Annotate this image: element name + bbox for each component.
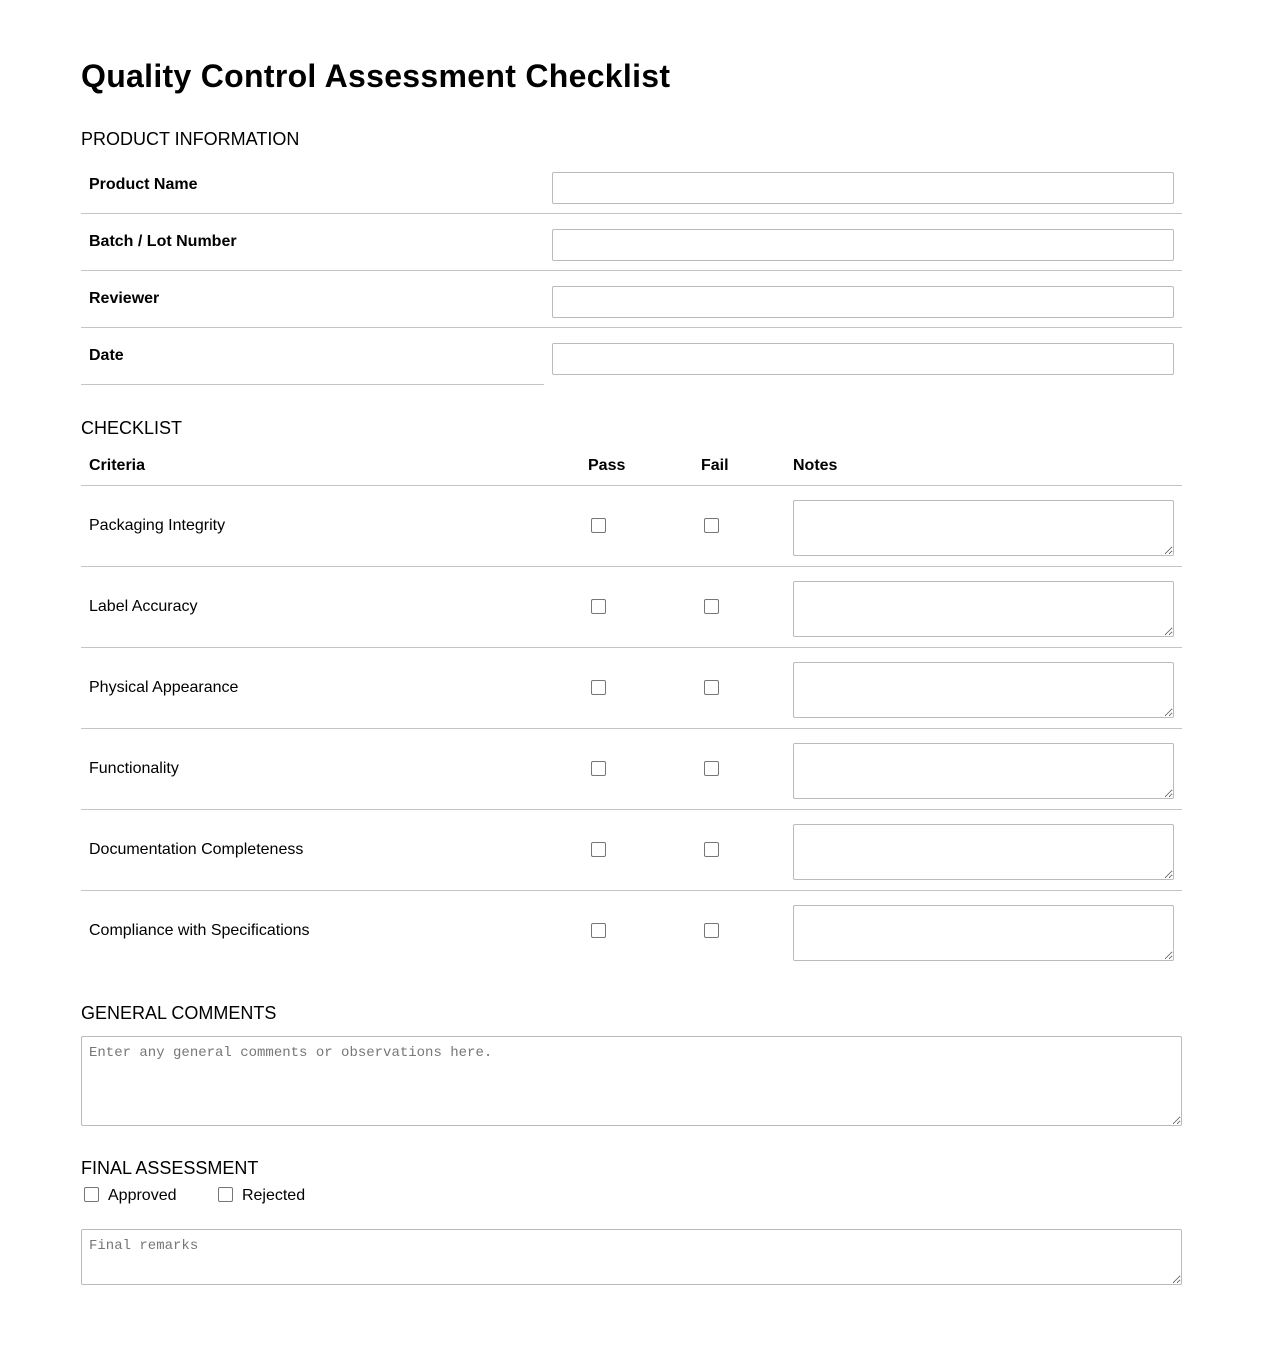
field-label: Date: [89, 347, 124, 364]
checklist-heading: CHECKLIST: [81, 418, 183, 438]
pass-checkbox[interactable]: [591, 842, 606, 857]
rejected-label: Rejected: [241, 1187, 306, 1204]
notes-textarea[interactable]: [793, 905, 1174, 961]
criteria-label: Physical Appearance: [89, 679, 239, 696]
product-name-input[interactable]: [552, 172, 1174, 204]
pass-checkbox[interactable]: [591, 761, 606, 776]
batch-lot-input[interactable]: [552, 229, 1174, 261]
final-assessment-options: [81, 1187, 339, 1205]
table-row: [81, 729, 1182, 810]
reviewer-input[interactable]: [552, 286, 1174, 318]
table-row: [81, 486, 1182, 567]
notes-textarea[interactable]: [793, 500, 1174, 556]
final-assessment-heading: FINAL ASSESSMENT: [81, 1158, 259, 1178]
pass-header: Pass: [588, 457, 626, 474]
fail-checkbox[interactable]: [704, 599, 719, 614]
approved-label: Approved: [108, 1187, 177, 1204]
notes-header: Notes: [793, 457, 838, 474]
table-row: [81, 567, 1182, 648]
product-info-heading: PRODUCT INFORMATION: [81, 129, 300, 149]
final-remarks-textarea[interactable]: [81, 1229, 1182, 1285]
rejected-checkbox[interactable]: [218, 1187, 233, 1202]
product-name-row: [81, 157, 1182, 214]
divider: [81, 384, 544, 385]
product-info-table: [81, 157, 1182, 385]
page-title: Quality Control Assessment Checklist: [81, 58, 671, 94]
approved-option[interactable]: [81, 1187, 177, 1204]
pass-checkbox[interactable]: [591, 599, 606, 614]
fail-header: Fail: [701, 457, 729, 474]
date-input[interactable]: [552, 343, 1174, 375]
pass-checkbox[interactable]: [591, 680, 606, 695]
field-label: Reviewer: [89, 290, 160, 307]
fail-checkbox[interactable]: [704, 680, 719, 695]
criteria-label: Packaging Integrity: [89, 517, 226, 534]
pass-checkbox[interactable]: [591, 518, 606, 533]
notes-textarea[interactable]: [793, 824, 1174, 880]
criteria-label: Compliance with Specifications: [89, 922, 310, 939]
criteria-label: Documentation Completeness: [89, 841, 304, 858]
date-row: [81, 328, 1182, 385]
fail-checkbox[interactable]: [704, 842, 719, 857]
notes-textarea[interactable]: [793, 581, 1174, 637]
notes-textarea[interactable]: [793, 662, 1174, 718]
criteria-label: Functionality: [89, 760, 179, 777]
fail-checkbox[interactable]: [704, 518, 719, 533]
checklist-table: [81, 450, 1182, 972]
checklist-header-row: [81, 450, 1182, 486]
criteria-label: Label Accuracy: [89, 598, 198, 615]
field-label: Product Name: [89, 176, 198, 193]
fail-checkbox[interactable]: [704, 923, 719, 938]
general-comments-textarea[interactable]: [81, 1036, 1182, 1126]
batch-lot-row: [81, 214, 1182, 271]
table-row: [81, 648, 1182, 729]
rejected-option[interactable]: [215, 1187, 305, 1204]
table-row: [81, 810, 1182, 891]
field-label: Batch / Lot Number: [89, 233, 237, 250]
fail-checkbox[interactable]: [704, 761, 719, 776]
table-row: [81, 891, 1182, 972]
criteria-header: Criteria: [89, 457, 146, 474]
notes-textarea[interactable]: [793, 743, 1174, 799]
reviewer-row: [81, 271, 1182, 328]
pass-checkbox[interactable]: [591, 923, 606, 938]
general-comments-heading: GENERAL COMMENTS: [81, 1003, 277, 1023]
approved-checkbox[interactable]: [84, 1187, 99, 1202]
